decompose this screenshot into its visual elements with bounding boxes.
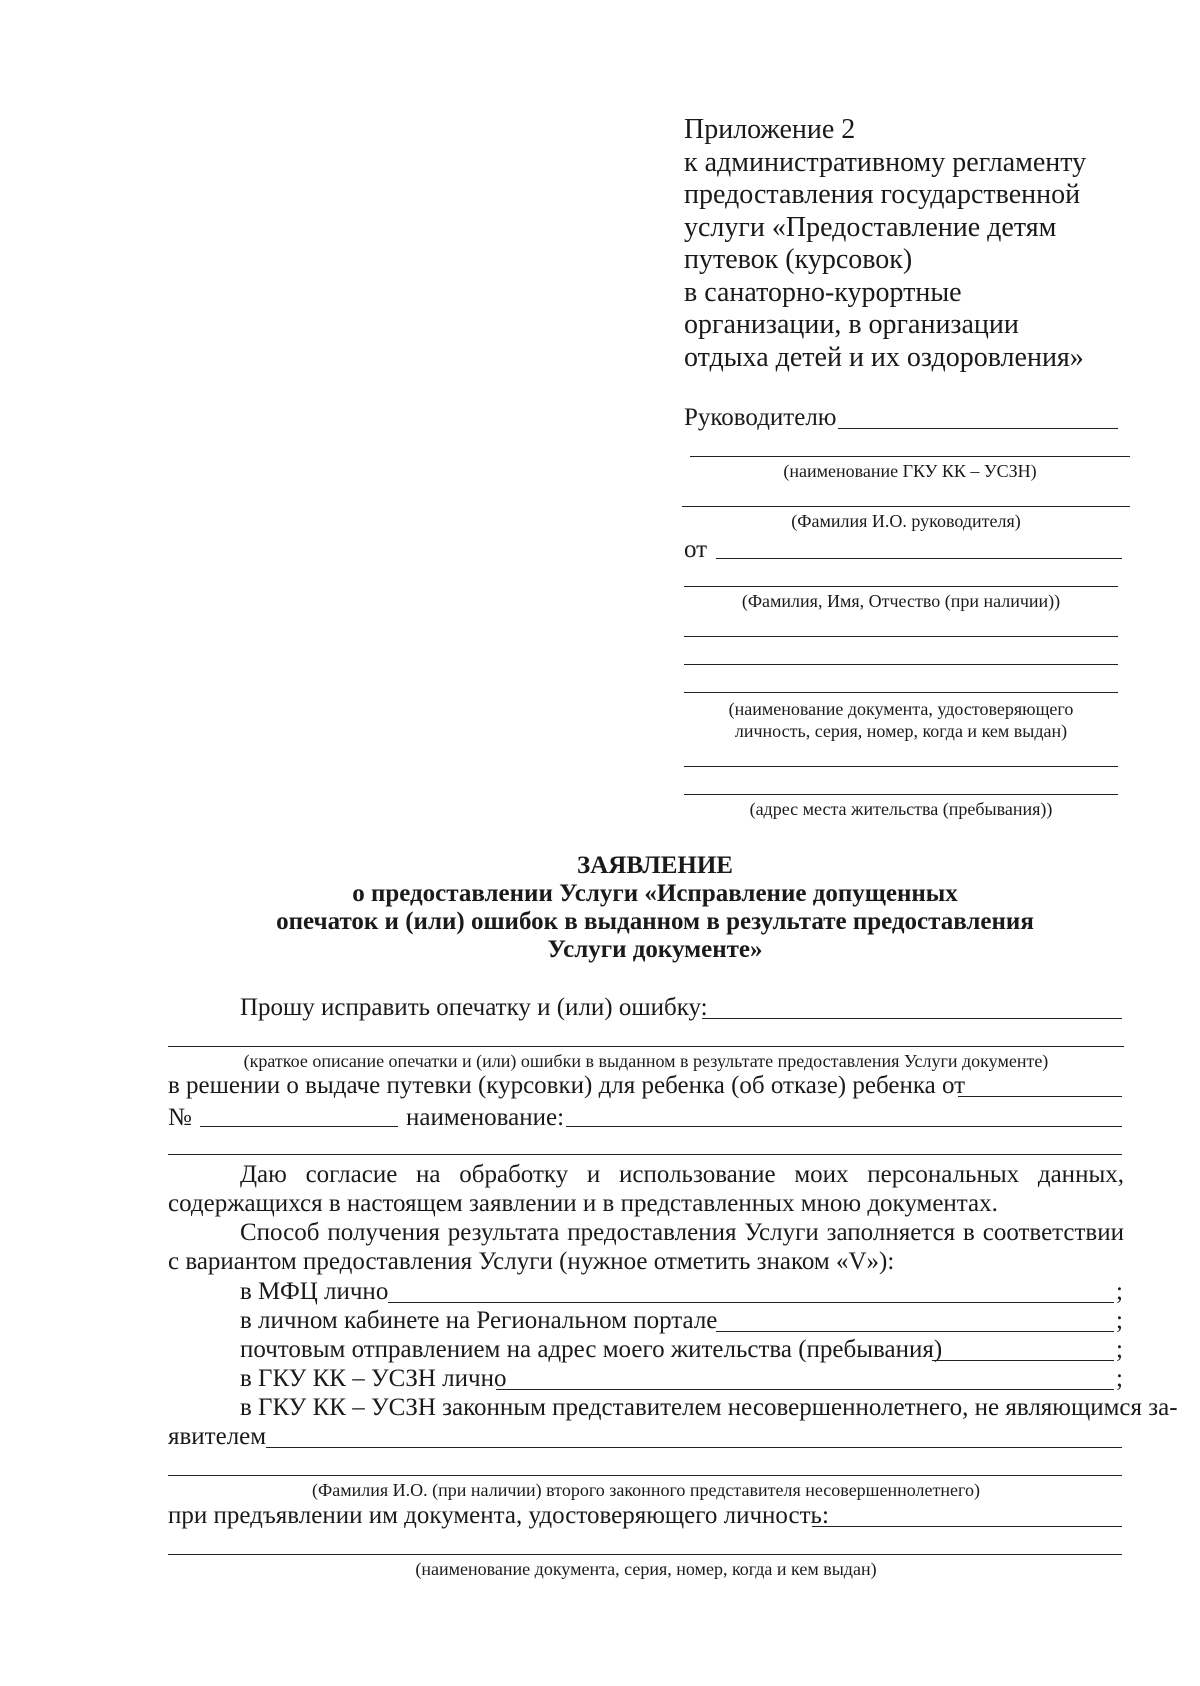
to-label: Руководителю [684,404,837,431]
representative-field-2[interactable] [168,1475,1122,1476]
representative-field[interactable] [266,1447,1122,1448]
method-text: Способ получения результата предоставления Услуги заполняется в соответствии с вариантом предоставления Услуги (нужное отметить знаком «V»): [168,1219,1124,1275]
number-sign: № [168,1104,192,1131]
head-name-field[interactable] [682,506,1130,507]
id-present-field-2[interactable] [168,1554,1122,1555]
id-doc-field-2[interactable] [684,664,1118,665]
annex-line: услуги «Предоставление детям [684,211,1057,243]
annex-line: путевок (курсовок) [684,244,913,275]
hint-applicant: (Фамилия, Имя, Отчество (при наличии)) [741,591,1061,611]
semicolon: ; [1116,1278,1123,1305]
semicolon: ; [1116,1307,1123,1334]
head-org-field-2[interactable] [690,456,1130,457]
from-label: от [684,536,708,563]
number-field[interactable] [200,1126,398,1127]
applicant-field-2[interactable] [684,586,1118,587]
address-field-2[interactable] [684,794,1118,795]
error-field-1[interactable] [702,1018,1122,1019]
id-doc-field-3[interactable] [684,692,1118,693]
decision-date-field[interactable] [958,1096,1122,1097]
option-post: почтовым отправлением на адрес моего жительства (пребывания) [240,1336,943,1363]
option-uszn-field[interactable] [496,1389,1114,1390]
id-doc-field-1[interactable] [684,636,1118,637]
option-representative: в ГКУ КК – УСЗН законным представителем несовершеннолетнего, не являющимся за- [240,1394,1178,1421]
decision-text: в решении о выдаче путевки (курсовки) для ребенка (об отказе) ребенка от [168,1072,966,1099]
address-field-1[interactable] [684,766,1118,767]
hint-id-doc-2: личность, серия, номер, когда и кем выдан) [734,721,1068,741]
annex-line: отдыха детей и их оздоровления» [684,341,1084,373]
consent-paragraph [168,1160,1124,1218]
error-field-2[interactable] [168,1046,1124,1047]
option-representative-cont: явителем [168,1423,267,1450]
method-paragraph [168,1218,1124,1276]
annex-block [684,114,1144,374]
hint-id-doc-1: (наименование документа, удостоверяющего [728,699,1074,719]
title-heading: ЗАЯВЛЕНИЕ [577,852,733,879]
option-uszn: в ГКУ КК – УСЗН лично [240,1365,507,1392]
consent-text: Даю согласие на обработку и использование моих персональных данных, содержащихся в настоящем заявлении и в представленных мною документах. [168,1161,1124,1217]
option-mfc-field[interactable] [388,1302,1114,1303]
hint-head-name: (Фамилия И.О. руководителя) [791,511,1021,531]
semicolon: ; [1116,1365,1123,1392]
applicant-field[interactable] [716,558,1122,559]
title-line-2: опечаток и (или) ошибок в выданном в результате предоставления [276,908,1034,935]
name-field[interactable] [566,1126,1122,1127]
title-line-3: Услуги документе» [547,936,763,963]
head-org-field[interactable] [838,428,1118,429]
annex-line: организации, в организации [684,309,1019,340]
title-line-1: о предоставлении Услуги «Исправление допущенных [352,880,958,907]
id-present-field[interactable] [812,1526,1122,1527]
annex-line: к административному регламенту [684,146,1087,178]
annex-line: в санаторно-курортные [684,276,962,308]
hint-doc: (наименование документа, серия, номер, когда и кем выдан) [415,1559,877,1579]
form-title [160,852,1150,964]
name-label: наименование: [406,1104,565,1131]
option-mfc: в МФЦ лично [240,1278,389,1305]
option-post-field[interactable] [932,1360,1114,1361]
option-portal: в личном кабинете на Региональном портале [240,1307,718,1334]
annex-line: предоставления государственной [684,179,1081,210]
hint-error: (краткое описание опечатки и (или) ошибки в выданном в результате предоставления Услуги документе) [243,1051,1049,1071]
semicolon: ; [1116,1336,1123,1363]
hint-second-rep: (Фамилия И.О. (при наличии) второго законного представителя несовершеннолетнего) [312,1480,980,1500]
hint-org: (наименование ГКУ КК – УСЗН) [783,461,1037,481]
annex-line: Приложение 2 [684,114,856,145]
id-present-text: при предъявлении им документа, удостоверяющего личность: [168,1502,829,1529]
option-portal-field[interactable] [716,1331,1114,1332]
request-label: Прошу исправить опечатку и (или) ошибку: [240,994,708,1021]
hint-address: (адрес места жительства (пребывания)) [749,799,1053,819]
name-field-2[interactable] [168,1154,1122,1155]
